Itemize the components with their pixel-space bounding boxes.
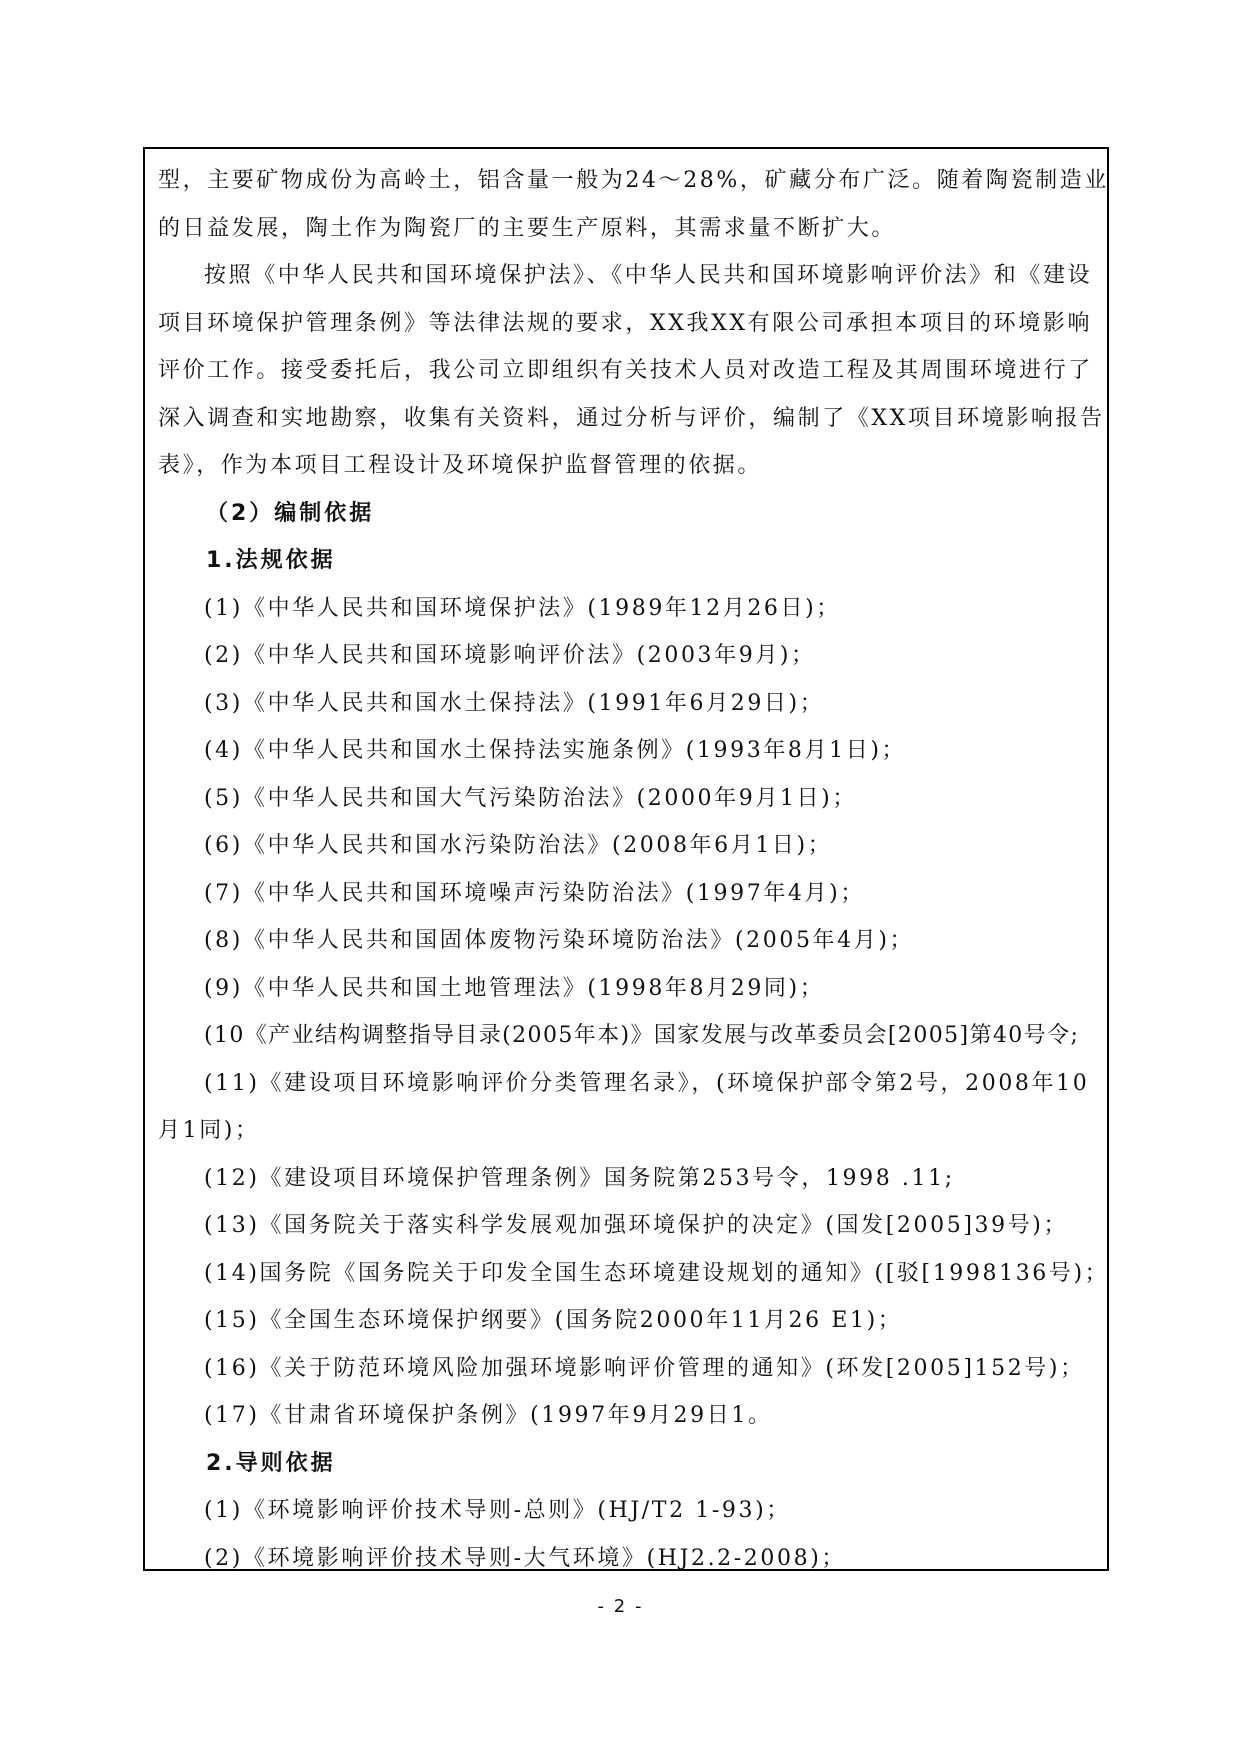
law-item: (6)《中华人民共和国水污染防治法》(2008年6月1日)；: [204, 833, 833, 858]
page-number: - 2 -: [597, 1596, 644, 1617]
law-item: (4)《中华人民共和国水土保持法实施条例》(1993年8月1日)；: [204, 738, 907, 763]
paragraph-line: 型，主要矿物成份为高岭土，铝含量一般为24～28%，矿藏分布广泛。随着陶瓷制造业: [158, 168, 1109, 193]
law-item: (2)《中华人民共和国环境影响评价法》(2003年9月)；: [204, 643, 816, 668]
law-item: (8)《中华人民共和国固体废物污染环境防治法》(2005年4月)；: [204, 928, 915, 953]
document-body: [158, 157, 1110, 1582]
law-item: (1)《中华人民共和国环境保护法》(1989年12月26日)；: [204, 595, 841, 621]
paragraph-line: 评价工作。接受委托后，我公司立即组织有关技术人员对改造工程及其周围环境进行了: [158, 358, 1093, 383]
law-item: (13)《国务院关于落实科学发展观加强环境保护的决定》(国发[2005]39号)；: [204, 1213, 1069, 1238]
law-item: (16)《关于防范环境风险加强环境影响评价管理的通知》(环发[2005]152号)；: [204, 1355, 1085, 1381]
law-item: (11)《建设项目环境影响评价分类管理名录》，(环境保护部令第2号，2008年10: [204, 1070, 1090, 1096]
law-item: (5)《中华人民共和国大气污染防治法》(2000年9月1日)；: [204, 785, 857, 811]
paragraph-line: 按照《中华人民共和国环境保护法》、《中华人民共和国环境影响评价法》和《建设: [204, 263, 1093, 288]
paragraph-line: 项目环境保护管理条例》等法律法规的要求，XX我XX有限公司承担本项目的环境影响: [158, 310, 1093, 336]
law-item: (10《产业结构调整指导目录(2005年本)》国家发展与改革委员会[2005]第40号令;: [204, 1023, 1080, 1048]
law-item: (14)国务院《国务院关于印发全国生态环境建设规划的通知》([驳[1998136号)；: [204, 1260, 1110, 1286]
paragraph-line: 深入调查和实地勘察，收集有关资料，通过分析与评价，编制了《XX项目环境影响报告: [158, 405, 1105, 431]
law-item: (17)《甘肃省环境保护条例》(1997年9月29日1。: [204, 1403, 773, 1428]
subsection-heading-laws: 1.法规依据: [206, 548, 336, 573]
section-heading: （2）编制依据: [206, 500, 375, 526]
guideline-item: (1)《环境影响评价技术导则-总则》(HJ/T2 1-93)；: [204, 1498, 791, 1523]
subsection-heading-guidelines: 2.导则依据: [206, 1450, 336, 1476]
law-item: (9)《中华人民共和国土地管理法》(1998年8月29同)；: [204, 975, 825, 1001]
law-item: (7)《中华人民共和国环境噪声污染防治法》(1997年4月)；: [204, 880, 865, 906]
paragraph-line: 表》，作为本项目工程设计及环境保护监督管理的依据。: [158, 453, 763, 478]
law-item: (3)《中华人民共和国水土保持法》(1991年6月29日)；: [204, 690, 825, 716]
law-item: (15)《全国生态环境保护纲要》(国务院2000年11月26 E1)；: [204, 1308, 903, 1333]
guideline-item: (2)《环境影响评价技术导则-大气环境》(HJ2.2-2008)；: [204, 1545, 846, 1571]
law-item: (12)《建设项目环境保护管理条例》国务院第253号令，1998 .11;: [204, 1165, 955, 1191]
law-item-continuation: 月1同)；: [158, 1118, 260, 1143]
paragraph-line: 的日益发展，陶土作为陶瓷厂的主要生产原料，其需求量不断扩大。: [158, 215, 897, 241]
